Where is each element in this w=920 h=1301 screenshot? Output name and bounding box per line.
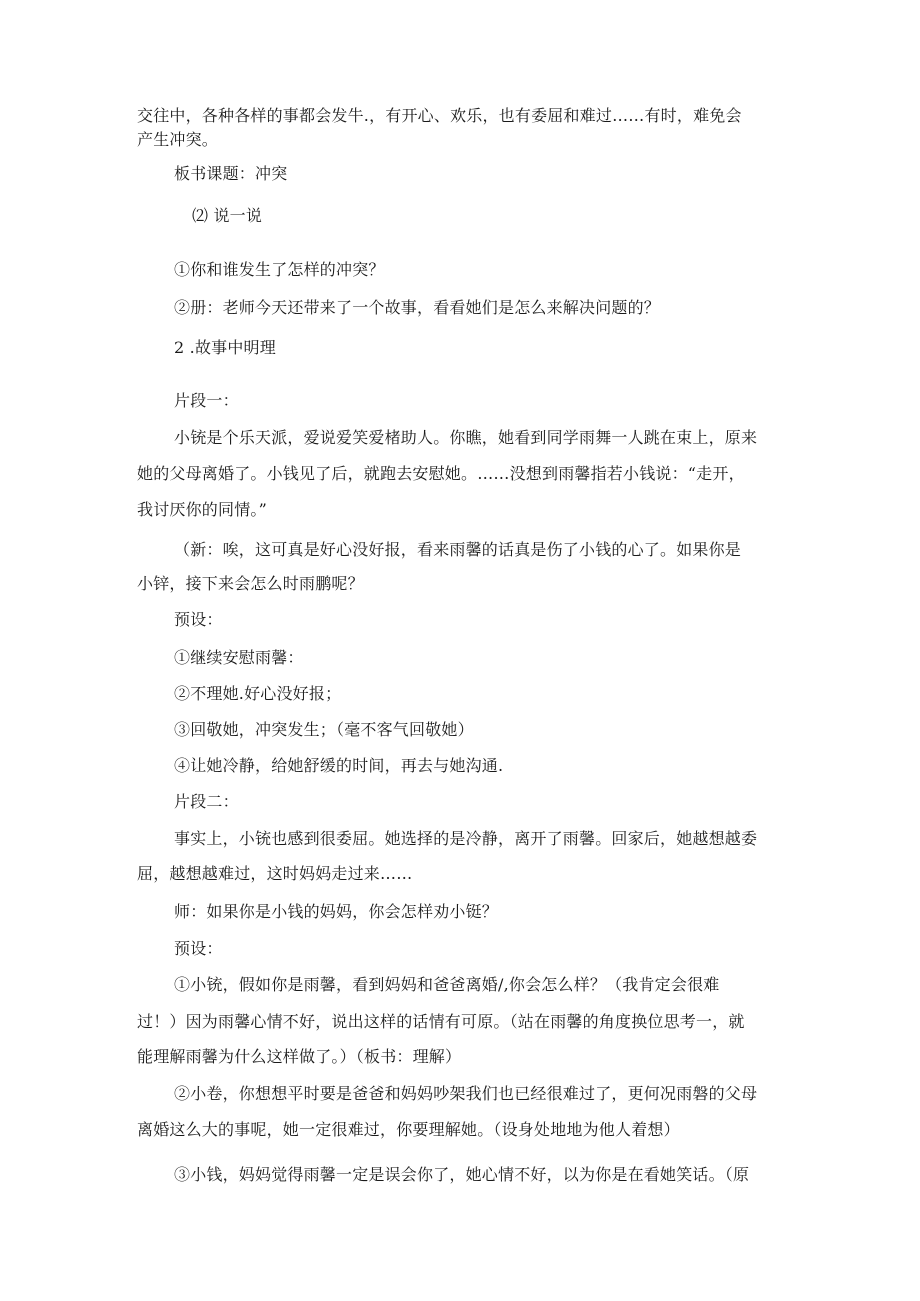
paragraph-line: 产生冲突。: [137, 130, 219, 149]
paragraph-line: 能理解雨馨为什么这样做了。）（板书：理解）: [137, 1047, 462, 1066]
segment-heading: 片段二：: [174, 792, 239, 811]
preset-heading: 预设：: [174, 939, 223, 958]
paragraph-line: 交往中，各种各样的事都会发牛.，有开心、欢乐，也有委屈和难过……有时，难免会: [137, 106, 742, 125]
question-item: ①你和谁发生了怎样的冲突？: [174, 260, 385, 279]
paragraph-line: （新：唉，这可真是好心没好报，看来雨馨的话真是伤了小钱的心了。如果你是: [174, 540, 742, 559]
preset-item: ①小铳，假如你是雨馨，看到妈妈和爸爸离婚/,你会怎么样？（我肯定会很难: [174, 975, 720, 994]
preset-heading: 预设：: [174, 610, 223, 629]
board-title-line: 板书课题：冲突: [174, 164, 288, 183]
paragraph-line: 离婚这么大的事呢，她一定很难过，你要理解她。（设身处地地为他人着想）: [137, 1120, 680, 1139]
preset-item: ③回敬她，冲突发生；（毫不客气回敬她）: [174, 720, 474, 739]
paragraph-line: 屈，越想越难过，这时妈妈走过来……: [137, 864, 413, 883]
paragraph-line: 事实上，小铳也感到很委屈。她选择的是冷静，离开了雨馨。回家后，她越想越委: [174, 829, 758, 848]
preset-item: ④让她冷静，给她舒缓的时间，再去与她沟通.: [174, 756, 504, 775]
paragraph-line: 小铳是个乐天派，爱说爱笑爱楮助人。你瞧，她看到同学雨舞一人跳在束上，原来: [174, 428, 758, 447]
paragraph-line: 过！）因为雨馨心情不好，说出这样的话情有可原。（站在雨馨的角度换位思考一，就: [137, 1012, 745, 1031]
paragraph-line: 她的父母离婚了。小钱见了后，就跑去安慰她。……没想到雨馨指若小钱说：“走开，: [137, 464, 745, 483]
paragraph-line: 师：如果你是小钱的妈妈，你会怎样劝小铤？: [174, 902, 499, 921]
paragraph-line: 小锌，接下来会怎么时雨鹏呢？: [137, 574, 364, 593]
section-heading: ⑵ 说一说: [192, 206, 263, 225]
preset-item: ③小钱，妈妈觉得雨馨一定是误会你了，她心情不好，以为你是在看她笑话。（原: [174, 1165, 750, 1184]
section-heading: 2 .故事中明理: [174, 338, 276, 357]
paragraph-line: 我讨厌你的同情。”: [137, 500, 267, 519]
segment-heading: 片段一：: [174, 391, 239, 410]
preset-item: ②小卷，你想想平时要是爸爸和妈妈吵架我们也已经很难过了，更何况雨磐的父母: [174, 1084, 758, 1103]
preset-item: ②不理她.好心没好报；: [174, 684, 342, 703]
preset-item: ①继续安慰雨馨：: [174, 648, 304, 667]
question-item: ②册：老师今天还带来了一个故事，看看她们是怎么来解决问题的？: [174, 298, 661, 317]
